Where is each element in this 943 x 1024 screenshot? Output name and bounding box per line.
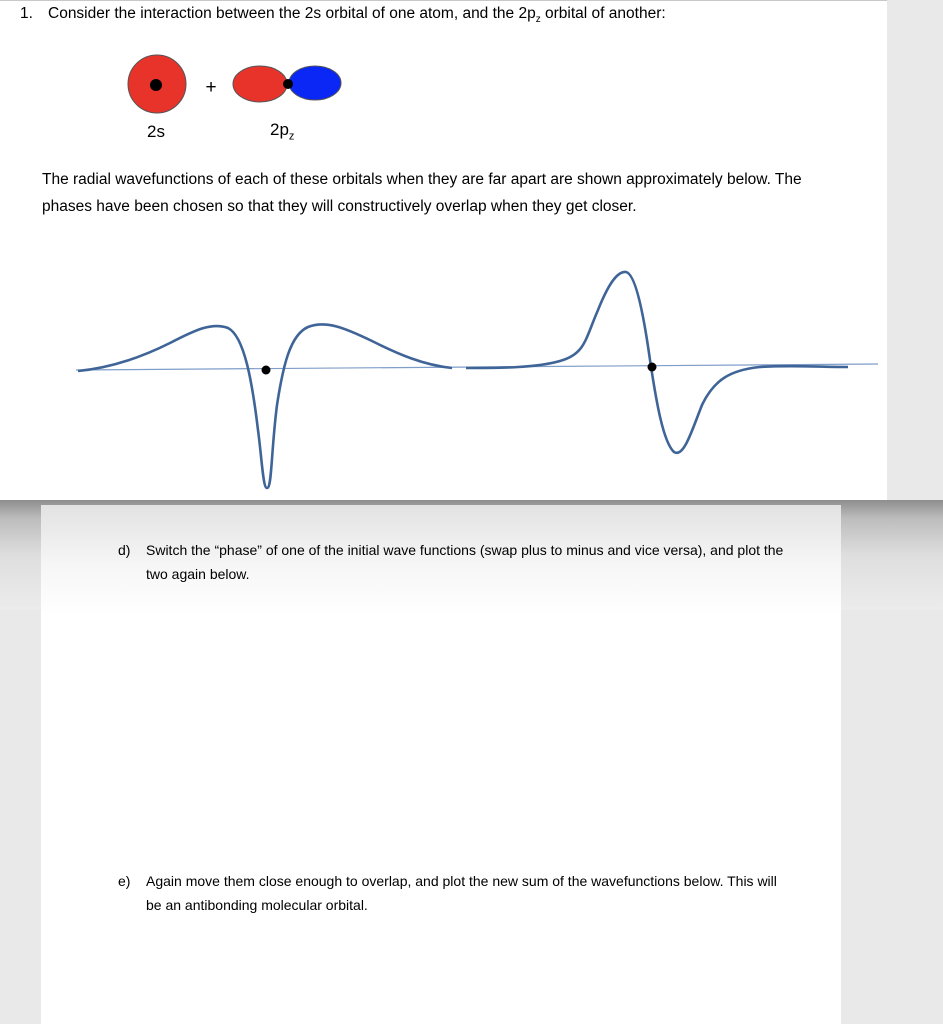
part-d-letter: d) bbox=[118, 542, 131, 558]
question-subscript: z bbox=[535, 14, 541, 26]
orbital-2s-nucleus bbox=[150, 79, 162, 91]
part-e-letter: e) bbox=[118, 873, 131, 889]
orbital-2s bbox=[128, 55, 186, 113]
orbital-2pz-positive-lobe bbox=[233, 66, 287, 102]
orbital-2pz-negative-lobe bbox=[289, 66, 341, 100]
part-e bbox=[118, 869, 798, 919]
curve-2pz bbox=[466, 272, 848, 453]
orbital-2pz bbox=[233, 66, 341, 102]
label-2pz bbox=[270, 120, 294, 142]
part-d bbox=[118, 538, 798, 588]
intro-paragraph: The radial wavefunctions of each of these orbitals when they are far apart are shown approximately below. The phases have been chosen so that they will constructively overlap when they get closer. bbox=[42, 171, 802, 215]
label-2pz-sub: z bbox=[288, 130, 295, 143]
nucleus-marker-2s bbox=[262, 366, 271, 375]
nucleus-marker-2pz bbox=[648, 363, 657, 372]
orbital-2pz-nucleus bbox=[283, 79, 293, 89]
wavefunction-plot bbox=[76, 272, 878, 488]
part-e-text: Again move them close enough to overlap, and plot the new sum of the wavefunctions below. This will be an antibonding molecular orbital. bbox=[146, 873, 777, 913]
question-number: 1. bbox=[20, 5, 33, 22]
curve-2s bbox=[78, 324, 452, 488]
label-2s: 2s bbox=[147, 122, 165, 141]
question-text-end: orbital of another: bbox=[540, 5, 666, 22]
part-d-text: Switch the “phase” of one of the initial wave functions (swap plus to minus and vice versa), and plot the two again below. bbox=[146, 542, 784, 582]
label-2pz-main: 2p bbox=[270, 120, 289, 139]
plus-sign: + bbox=[205, 77, 217, 98]
question-text: Consider the interaction between the 2s orbital of one atom, and the 2p bbox=[48, 5, 536, 22]
